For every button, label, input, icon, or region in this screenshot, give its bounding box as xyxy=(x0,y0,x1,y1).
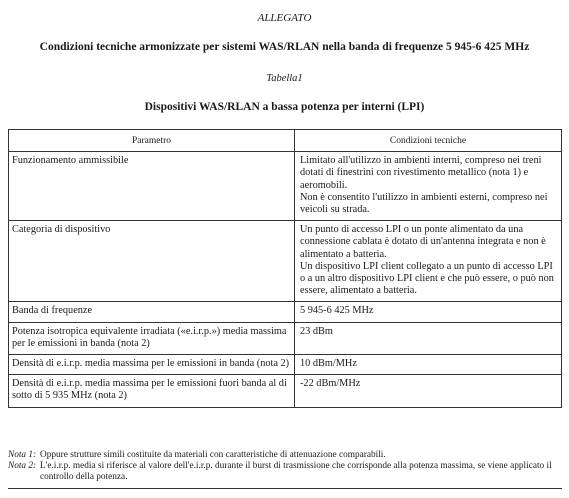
conditions-text: Limitato all'utilizzo in ambienti interni, compreso nei treni dotati di finestrini con rivestimento metallico (nota 1) e aeromobili. xyxy=(300,155,542,191)
table-row xyxy=(9,221,562,302)
table-label: Tabella1 xyxy=(266,73,303,84)
param-cell: Densità di e.i.r.p. media massima per le emissioni in banda (nota 2) xyxy=(9,355,295,375)
param-cell: Potenza isotropica equivalente irradiata («e.i.r.p.») media massima per le emissioni in banda (nota 2) xyxy=(9,322,295,354)
note-text: L'e.i.r.p. media si riferisce al valore dell'e.i.r.p. durante il burst di trasmissione che corrisponde alla potenza massima, se viene applicato il controllo della potenza. xyxy=(40,461,552,482)
note-text: Oppure strutture simili costituite da materiali con caratteristiche di attenuazione comparabili. xyxy=(40,450,386,460)
table-row xyxy=(9,355,562,375)
table-row xyxy=(9,375,562,407)
technical-conditions-table xyxy=(8,129,562,408)
conditions-text: Non è consentito l'utilizzo in ambienti esterni, compreso nei veicoli su strada. xyxy=(300,191,548,216)
column-header-condizioni: Condizioni tecniche xyxy=(295,130,562,152)
table-notes xyxy=(8,450,562,483)
conditions-cell xyxy=(295,355,562,375)
column-header-parametro: Parametro xyxy=(9,130,295,152)
conditions-text: -22 dBm/MHz xyxy=(300,378,361,390)
conditions-cell xyxy=(295,375,562,407)
conditions-text: 10 dBm/MHz xyxy=(300,358,357,370)
param-cell: Funzionamento ammissibile xyxy=(9,152,295,221)
table-title: Dispositivi WAS/RLAN a bassa potenza per interni (LPI) xyxy=(144,101,425,113)
annex-label: ALLEGATO xyxy=(257,12,312,24)
param-cell: Densità di e.i.r.p. media massima per le emissioni fuori banda al di sotto di 5 935 MHz (nota 2) xyxy=(9,375,295,407)
conditions-cell xyxy=(295,152,562,221)
note-label: Nota 2: xyxy=(8,461,37,471)
conditions-cell xyxy=(295,302,562,322)
param-cell: Banda di frequenze xyxy=(9,302,295,322)
conditions-text: 23 dBm xyxy=(300,325,333,337)
conditions-cell xyxy=(295,221,562,302)
document-title: Condizioni tecniche armonizzate per sistemi WAS/RLAN nella banda di frequenze 5 945-6 425 MHz xyxy=(39,41,530,53)
conditions-text: Un dispositivo LPI client collegato a un punto di accesso LPI o a un altro dispositivo LPI client e che può essere, o può non essere, alimentato a batteria. xyxy=(300,260,554,297)
table-row xyxy=(9,302,562,322)
bottom-rule xyxy=(8,488,562,489)
table-row xyxy=(9,322,562,354)
conditions-text: 5 945-6 425 MHz xyxy=(300,305,374,317)
conditions-cell xyxy=(295,322,562,354)
table-header-row xyxy=(9,130,562,152)
note-label: Nota 1: xyxy=(8,450,37,460)
note-item xyxy=(8,450,562,461)
note-item xyxy=(8,461,562,483)
table-row xyxy=(9,152,562,221)
conditions-text: Un punto di accesso LPI o un ponte alimentato da una connessione cablata è dotato di un'antenna integrata e non è alimentato a batteria. xyxy=(300,224,546,260)
param-cell: Categoria di dispositivo xyxy=(9,221,295,302)
